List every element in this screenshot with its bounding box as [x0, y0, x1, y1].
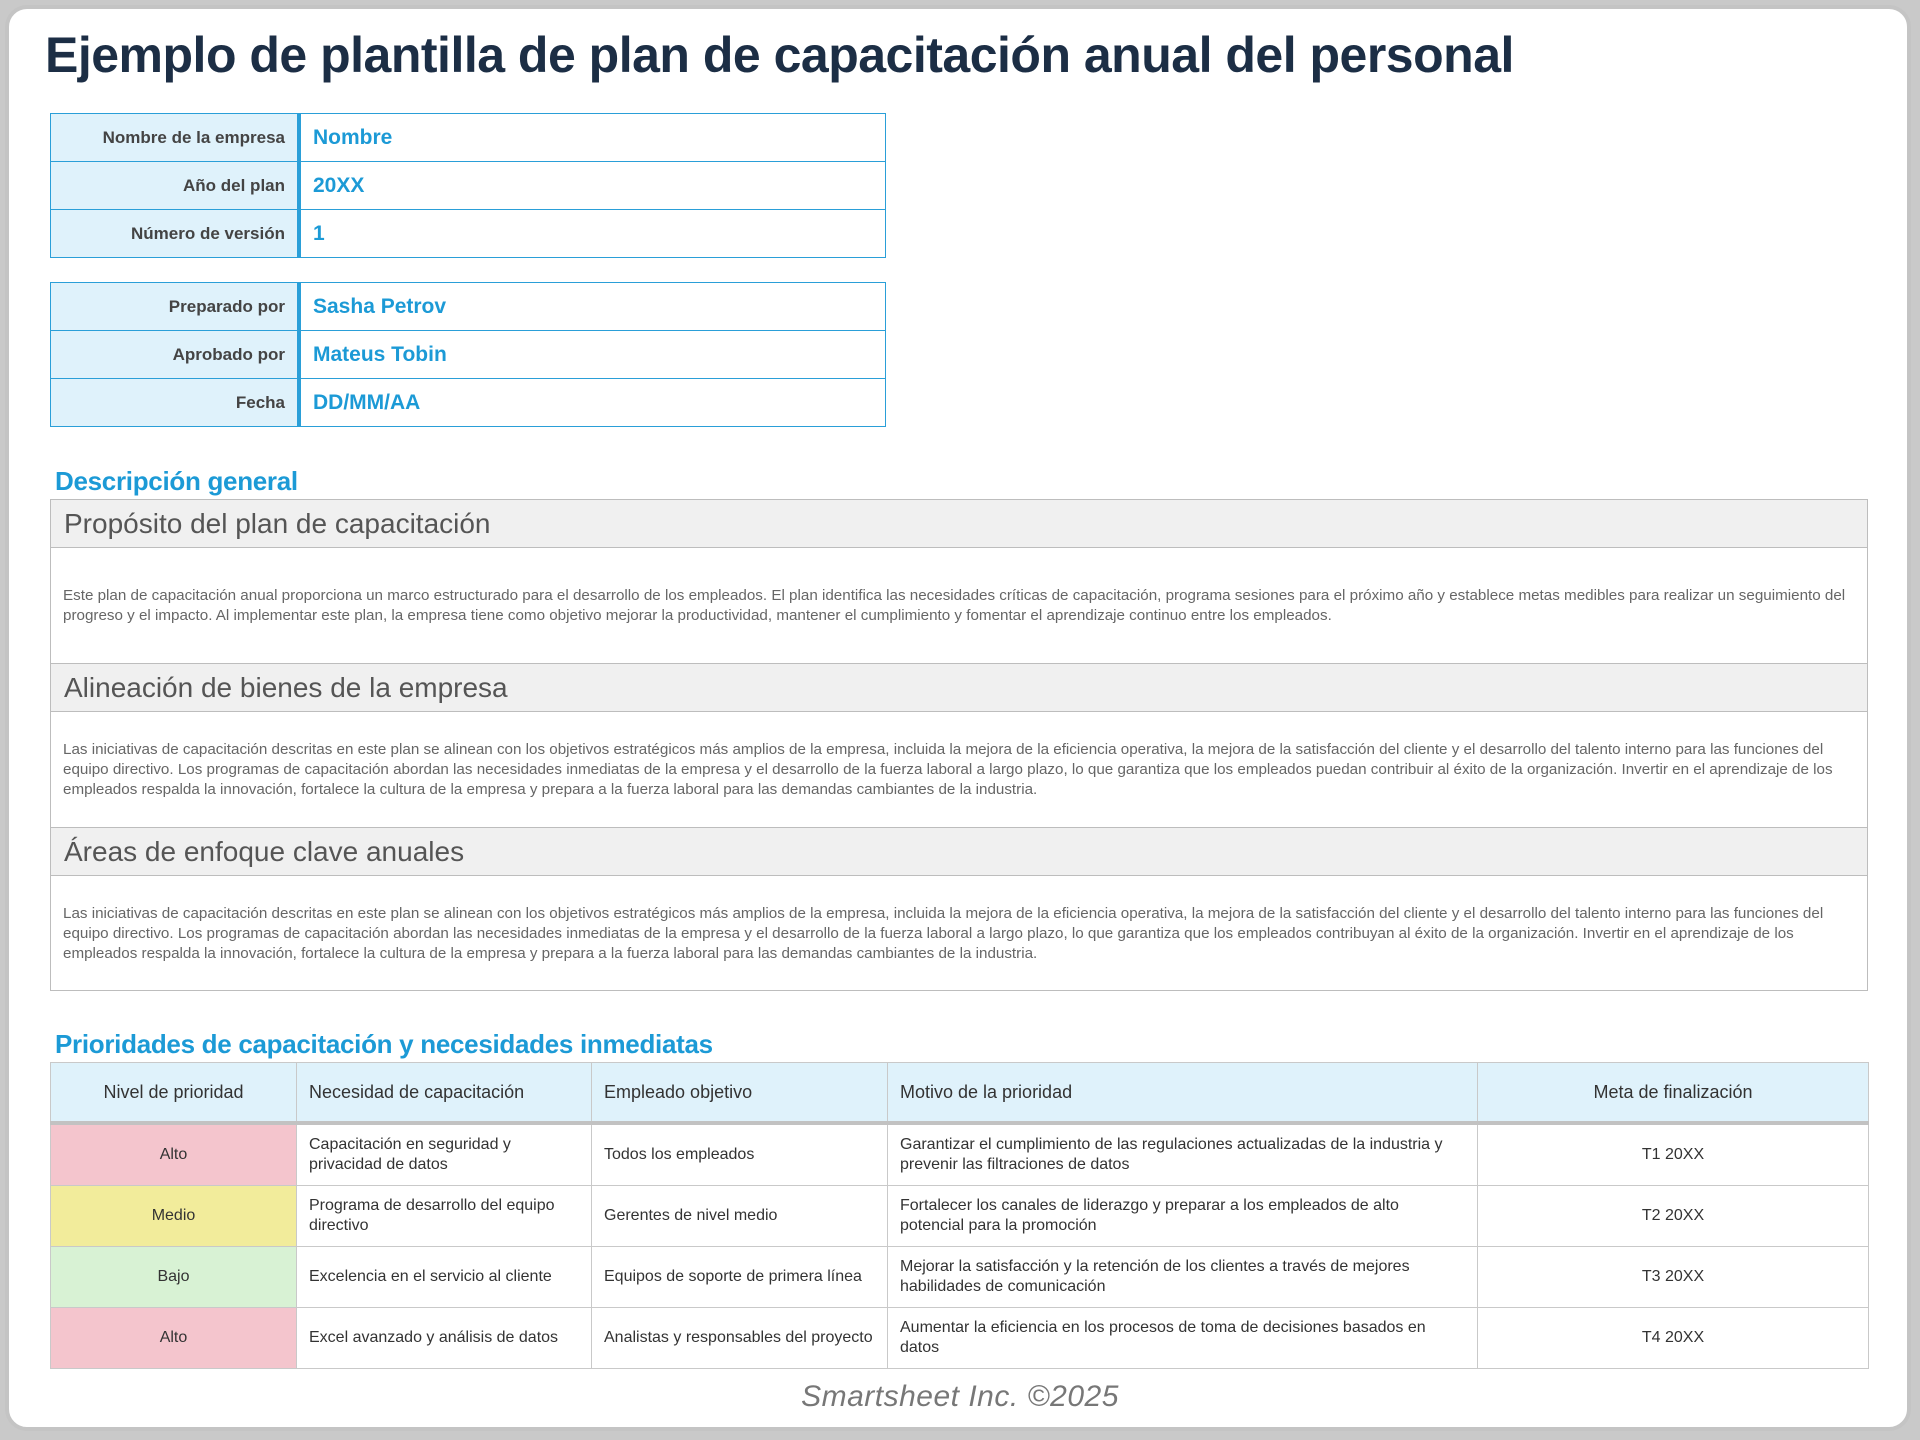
table-row — [51, 1123, 1869, 1186]
focus-areas-text: Las iniciativas de capacitación descritas en este plan se alinean con los objetivos estratégicos más amplios de la empresa, incluida la mejora de la eficiencia operativa, la mejora de la satisfacción del cliente y el desarrollo del talento interno para las funciones del equipo directivo. Los programas de capacitación abordan las necesidades inmediatas de la empresa y el desarrollo de la fuerza laboral a largo plazo, lo que garantiza que los empleados contribuyan al éxito de la organización. Invertir en el aprendizaje de los empleados respalda la innovación, fortalece la cultura de la empresa y prepara a la fuerza laboral para las demandas cambiantes de la industria. — [63, 905, 1824, 962]
version-row — [51, 210, 886, 258]
purpose-text: Este plan de capacitación anual proporciona un marco estructurado para el desarrollo de los empleados. El plan identifica las necesidades críticas de capacitación, programa sesiones para el próximo año y establece metas medibles para realizar un seguimiento del progreso y el impacto. Al implementar este plan, la empresa tiene como objetivo mejorar la productividad, mantener el cumplimiento y fomentar el aprendizaje continuo entre los empleados. — [63, 586, 1846, 624]
priority-reason-cell[interactable]: Aumentar la eficiencia en los procesos de toma de decisiones basados en datos — [888, 1308, 1478, 1369]
priority-level-cell[interactable]: Alto — [51, 1123, 297, 1186]
page-title: Ejemplo de plantilla de plan de capacitación anual del personal — [45, 27, 1514, 83]
completion-goal-cell[interactable]: T2 20XX — [1478, 1186, 1869, 1247]
target-employee-cell[interactable]: Todos los empleados — [592, 1123, 888, 1186]
priority-level-cell[interactable]: Bajo — [51, 1247, 297, 1308]
company-info-table — [50, 113, 886, 258]
date-value[interactable]: DD/MM/AA — [299, 379, 886, 427]
column-header-target-employee: Empleado objetivo — [592, 1063, 888, 1124]
approval-info-table — [50, 282, 886, 427]
overview-panel — [50, 499, 1868, 991]
priority-level-cell[interactable]: Alto — [51, 1308, 297, 1369]
approved-by-value[interactable]: Mateus Tobin — [299, 331, 886, 379]
version-value[interactable]: 1 — [299, 210, 886, 258]
priority-reason-cell[interactable]: Garantizar el cumplimiento de las regulaciones actualizadas de la industria y prevenir las filtraciones de datos — [888, 1123, 1478, 1186]
date-label: Fecha — [51, 379, 300, 427]
prepared-by-row — [51, 283, 886, 331]
table-row — [51, 1186, 1869, 1247]
target-employee-cell[interactable]: Analistas y responsables del proyecto — [592, 1308, 888, 1369]
completion-goal-cell[interactable]: T4 20XX — [1478, 1308, 1869, 1369]
priorities-table — [50, 1062, 1869, 1369]
approved-by-label: Aprobado por — [51, 331, 300, 379]
training-need-cell[interactable]: Excelencia en el servicio al cliente — [297, 1247, 592, 1308]
priorities-header-row — [51, 1063, 1869, 1124]
table-row — [51, 1308, 1869, 1369]
company-name-label: Nombre de la empresa — [51, 114, 300, 162]
priority-reason-cell[interactable]: Fortalecer los canales de liderazgo y preparar a los empleados de alto potencial para la promoción — [888, 1186, 1478, 1247]
column-header-completion-goal: Meta de finalización — [1478, 1063, 1869, 1124]
column-header-priority-reason: Motivo de la prioridad — [888, 1063, 1478, 1124]
focus-areas-text-cell[interactable] — [51, 876, 1867, 992]
footer-copyright: Smartsheet Inc. ©2025 — [801, 1380, 1119, 1413]
column-header-training-need: Necesidad de capacitación — [297, 1063, 592, 1124]
purpose-heading: Propósito del plan de capacitación — [51, 500, 1867, 548]
alignment-text-cell[interactable] — [51, 712, 1867, 828]
alignment-text: Las iniciativas de capacitación descritas en este plan se alinean con los objetivos estratégicos más amplios de la empresa, incluida la mejora de la eficiencia operativa, la mejora de la satisfacción del cliente y el desarrollo del talento interno para las funciones del equipo directivo. Los programas de capacitación abordan las necesidades inmediatas de la empresa y el desarrollo de la fuerza laboral a largo plazo, lo que garantiza que los empleados puedan contribuir al éxito de la organización. Invertir en el aprendizaje de los empleados respalda la innovación, fortalece la cultura de la empresa y prepara a la fuerza laboral para las demandas cambiantes de la industria. — [63, 740, 1833, 798]
training-need-cell[interactable]: Capacitación en seguridad y privacidad de datos — [297, 1123, 592, 1186]
overview-section-title: Descripción general — [55, 466, 298, 496]
plan-year-label: Año del plan — [51, 162, 300, 210]
version-label: Número de versión — [51, 210, 300, 258]
alignment-heading: Alineación de bienes de la empresa — [51, 664, 1867, 712]
priority-reason-cell[interactable]: Mejorar la satisfacción y la retención de los clientes a través de mejores habilidades de comunicación — [888, 1247, 1478, 1308]
completion-goal-cell[interactable]: T1 20XX — [1478, 1123, 1869, 1186]
prepared-by-value[interactable]: Sasha Petrov — [299, 283, 886, 331]
approved-by-row — [51, 331, 886, 379]
completion-goal-cell[interactable]: T3 20XX — [1478, 1247, 1869, 1308]
company-name-value[interactable]: Nombre — [299, 114, 886, 162]
priorities-section-title: Prioridades de capacitación y necesidades inmediatas — [55, 1029, 713, 1059]
plan-year-value[interactable]: 20XX — [299, 162, 886, 210]
target-employee-cell[interactable]: Equipos de soporte de primera línea — [592, 1247, 888, 1308]
training-need-cell[interactable]: Programa de desarrollo del equipo directivo — [297, 1186, 592, 1247]
company-name-row — [51, 114, 886, 162]
target-employee-cell[interactable]: Gerentes de nivel medio — [592, 1186, 888, 1247]
focus-areas-heading: Áreas de enfoque clave anuales — [51, 828, 1867, 876]
purpose-text-cell[interactable] — [51, 548, 1867, 664]
training-need-cell[interactable]: Excel avanzado y análisis de datos — [297, 1308, 592, 1369]
column-header-priority-level: Nivel de prioridad — [51, 1063, 297, 1124]
prepared-by-label: Preparado por — [51, 283, 300, 331]
date-row — [51, 379, 886, 427]
table-row — [51, 1247, 1869, 1308]
priority-level-cell[interactable]: Medio — [51, 1186, 297, 1247]
plan-year-row — [51, 162, 886, 210]
